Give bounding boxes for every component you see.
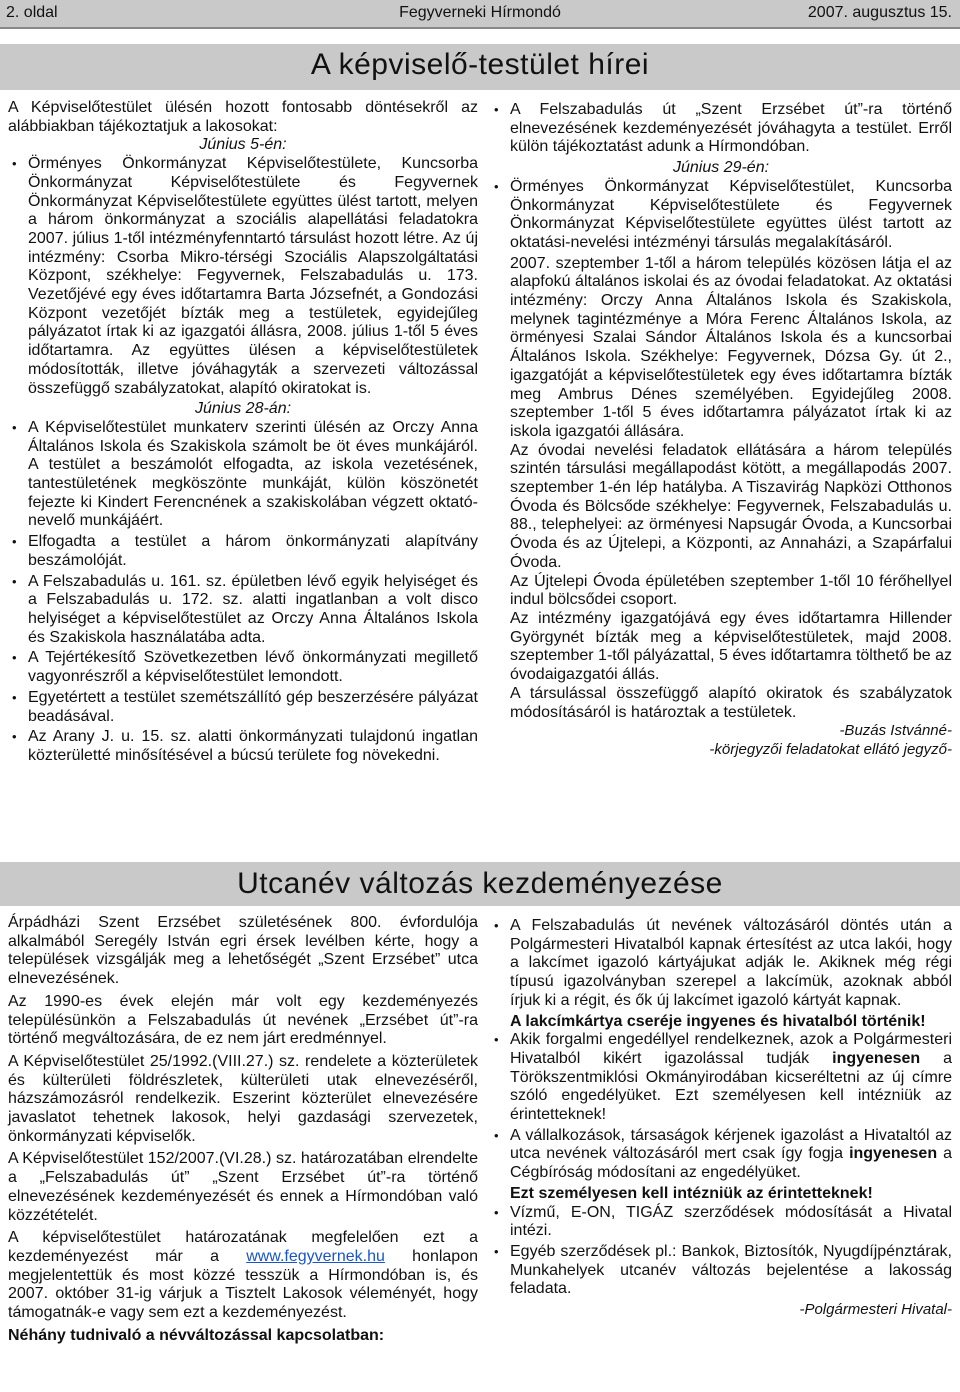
- date-heading: Június 28-án:: [194, 400, 292, 418]
- section-title: A képviselő-testület hírei: [310, 48, 650, 81]
- running-header: [0, 0, 960, 29]
- date-heading: Június 29-én:: [672, 159, 770, 177]
- list-item: • Örményes Önkormányzat Képviselőtestület, Kuncsorba Önkormányzat Képviselőtestülete és Fegyvernek Önkormányzat Képviselőtestülete együttes ülést tartott az oktatási-nevelési intézményi társulás megalakításáról.: [490, 178, 952, 253]
- emphasis: ingyenesen: [832, 1049, 921, 1067]
- list-item: • A Képviselőtestület munkaterv szerinti ülésén az Orczy Anna Általános Iskola és Szakiskola számolt be öt éves munkájáról. A testület a beszámolót elfogadta, az iskola vezetésének, tantestületének megköszönte munkáját, külön köszönetét fejezte ki Kindert Ferencnének a szakiskolában végzett oktató-nevelő munkájáért.: [8, 419, 478, 531]
- decision-list: [490, 101, 952, 157]
- text-run: Akik forgalmi engedéllyel rendelkeznek, azok a Polgármesteri Hivatalból kikért igazolással tudják: [510, 1031, 952, 1067]
- author-role: -körjegyzői feladatokat ellátó jegyző-: [709, 740, 952, 758]
- info-list: [490, 1031, 952, 1183]
- text-run: a Törökszentmiklósi Okmányirodában kicseréltetni az új címre szóló engedélyüket. Ezt személyesen kell intézniük az érintetteknek!: [510, 1049, 952, 1124]
- paragraph: A társulással összefüggő alapító okiratok és szabályzatok módosításáról is határoztak a testületek.: [510, 684, 952, 721]
- council-column-right: [490, 101, 952, 760]
- street-column-right: [490, 917, 952, 1320]
- info-heading: Néhány tudnivaló a névváltozással kapcsolatban:: [8, 1326, 385, 1344]
- list-item: • Elfogadta a testület a három önkormányzati alapítvány beszámolóját.: [8, 533, 478, 570]
- info-list: [490, 1204, 952, 1300]
- paragraph: [8, 1229, 478, 1323]
- list-item: • A Felszabadulás u. 161. sz. épületben lévő egyik helyiséget és a Felszabadulás u. 172. sz. alatti ingatlanban a volt disco helyiséget a képviselőtestület az Orczy Anna Általános Iskola és Szakiskola használatába adta.: [8, 573, 478, 648]
- paragraph: A Képviselőtestület 25/1992.(VIII.27.) sz. rendelete a közterületek és külterületi földrészletek, külterületi utak elnevezéséről, házszámozásról rendelkezik. Eszerint közterület elnevezésére javaslatot tehetnek lakosok, helyi gazdasági szervezetek, önkormányzati képviselők.: [8, 1052, 478, 1145]
- section-header-council: [0, 44, 960, 94]
- list-item: • Vízmű, E-ON, TIGÁZ szerződések módosítását a Hivatal intézi.: [490, 1204, 952, 1241]
- list-item: • Egyéb szerződések pl.: Bankok, Biztosítók, Nyugdíjpénztárak, Munkahelyek utcanév változás bejelentése a lakosság feladata.: [490, 1243, 952, 1299]
- decision-list: [8, 155, 478, 398]
- decision-list: [8, 419, 478, 766]
- page-number: 2. oldal: [6, 4, 58, 21]
- list-item: [490, 1031, 952, 1125]
- text-run: A képviselőtestület határozatának megfelelően ezt a kezdeményezést már a: [8, 1229, 478, 1265]
- council-column-left: [8, 99, 478, 768]
- paragraph: 2007. szeptember 1-től a három település közösen látja el az alapfokú általános iskolai és az óvodai feladatokat. Az oktatási intézmény: Orczy Anna Általános Iskola és Szakiskola, melynek tagintézménye a Móra Ferenc Általános Iskola, az örményesi Szalai Sándor Általános Iskola és a kuncsorbai Általános Iskola. Székhelye: Fegyvernek, Dózsa Gy. út 2., igazgatóját a képviselőtestületek egy éves időtartamra bízták meg Ambrus Dénes személyében. Egyidejűleg 2008. szeptember 1-től 5 éves időtartamra pályázatot írtak ki az iskola igazgatói állására.: [510, 254, 952, 440]
- paragraph: Az Újtelepi Óvoda épületében szeptember 1-től 10 férőhellyel indul bölcsődei csoport.: [510, 572, 952, 609]
- street-column-left: [8, 914, 478, 1345]
- author-signature: -Buzás Istvánné-: [839, 722, 952, 740]
- text-run: A vállalkozások, társaságok kérjenek igazolást a Hivataltól az utca nevének változásáról mert csak így fogja: [510, 1126, 952, 1163]
- emphasis: ingyenesen: [849, 1145, 938, 1163]
- list-item: • Az Arany J. u. 15. sz. alatti önkormányzati tulajdonú ingatlan közterületté minősítésével a búcsú területe fog növekedni.: [8, 728, 478, 765]
- list-item: • A Felszabadulás út nevének változásáról döntés után a Polgármesteri Hivatalból kapnak értesítést az utca lakói, hogy a lakcímet igazoló kártyájukat adják le. Akiknek még régi típusú igazolványban szerepel a lakcímük, azoknak abból írjuk ki a régit, és ők új lakcímet igazoló kártyát kapnak.: [490, 917, 952, 1011]
- bold-notice: Ezt személyesen kell intézniük az érintetteknek!: [510, 1184, 873, 1202]
- list-item: • Egyetértett a testület szemétszállító gép beszerzésére pályázat beadásával.: [8, 689, 478, 726]
- issue-date: 2007. augusztus 15.: [807, 4, 952, 21]
- decision-list: [490, 178, 952, 253]
- author-signature: -Polgármesteri Hivatal-: [799, 1301, 952, 1319]
- bold-notice: A lakcímkártya cseréje ingyenes és hivatalból történik!: [510, 1012, 926, 1030]
- list-item: • A Tejértékesítő Szövetkezetben lévő önkormányzati megillető vagyonrészről a képviselőtestület lemondott.: [8, 649, 478, 686]
- website-link[interactable]: www.fegyvernek.hu: [246, 1247, 385, 1265]
- paragraph: Az 1990-es évek elején már volt egy kezdeményezés településünkön a Felszabadulás út nevének „Erzsébet út”-ra történő megváltozására, de ez nem járt eredménnyel.: [8, 992, 478, 1048]
- list-item: • A Felszabadulás út „Szent Erzsébet út”-ra történő elnevezésének kezdeményezését jóváhagyta a testület. Erről külön tájékoztatást adunk a Hírmondóban.: [490, 101, 952, 157]
- newspaper-name: Fegyverneki Hírmondó: [399, 4, 561, 21]
- paragraph: Árpádházi Szent Erzsébet születésének 800. évfordulója alkalmából Seregély István egri érsek levélben kérte, hogy a települések vizsgálják meg a lehetőségét „Szent Erzsébet” utca elnevezésének.: [8, 914, 478, 988]
- date-heading: Június 5-én:: [199, 136, 287, 154]
- list-item: • Örményes Önkormányzat Képviselőtestülete, Kuncsorba Önkormányzat Képviselőtestülete és Fegyvernek Önkormányzat Képviselőtestülete együttes ülést tartott, melyen a három önkormányzat a szociális alapellátási feladatokra 2007. július 1-től intézményfenntartó társulást hozott létre. Az új intézmény: Csorba Mikro-térségi Szociális Alapszolgáltatási Központ, székhelye: Fegyvernek, Felszabadulás u. 173. Vezetőjévé egy éves időtartamra Barta Józsefnét, a Gondozási Központ vezetőjét bízták meg a testületek, egyidejűleg pályázatot írtak ki az igazgatói állásra, 2008. július 1-től 5 éves időtartamra. Az együttes ülésen a képviselőtestületek módosították, illetve jóváhagyták a szervezeti változással összefüggő szabályzatokat, alapító okiratokat is.: [8, 155, 478, 398]
- paragraph: Az óvodai nevelési feladatok ellátására a három település szintén társulási megállapodást kötött, a megállapodás 2007. szeptember 1-én lép hatályba. A Tiszavirág Napközi Otthonos Óvoda és Bölcsőde székhelye: Fegyvernek, Felszabadulás u. 88., telephelyei: az örményesi Napsugár Óvoda, a Kuncsorbai Óvoda és az Újtelepi, a Központi, az Annaházi, a Szapárfalui Óvoda.: [510, 441, 952, 571]
- intro-text: A Képviselőtestület ülésén hozott fontosabb döntésekről az alábbiakban tájékoztatjuk a lakosokat:: [8, 99, 478, 135]
- paragraph: Az intézmény igazgatójává egy éves időtartamra Hillender Györgynét bízták meg a képviselőtestületek, majd 2008. szeptember 1-től pályázattal, 5 éves időtartamra tölthető be az óvodaigazgatói állás.: [510, 609, 953, 684]
- text-run: a Cégbíróság módosítani az engedélyüket.: [510, 1145, 952, 1182]
- section-header-street: [0, 862, 960, 908]
- info-list: [490, 917, 952, 1011]
- text-run: honlapon megjelentettük és most közzé tesszük a Hírmondóban is, és 2007. október 31-ig várjuk a Tisztelt Lakosok véleményét, hogy támogatnák-e vagy sem ezt a kezdeményezést.: [8, 1247, 478, 1322]
- section-title: Utcanév változás kezdeményezése: [237, 867, 723, 900]
- paragraph: A Képviselőtestület 152/2007.(VI.28.) sz. határozatában elrendelte a „Felszabadulás út” „Szent Erzsébet út”-ra történő elnevezésének kezdeményezését és ennek a Hírmondóban való közzétételét.: [8, 1150, 478, 1224]
- list-item: [490, 1127, 952, 1183]
